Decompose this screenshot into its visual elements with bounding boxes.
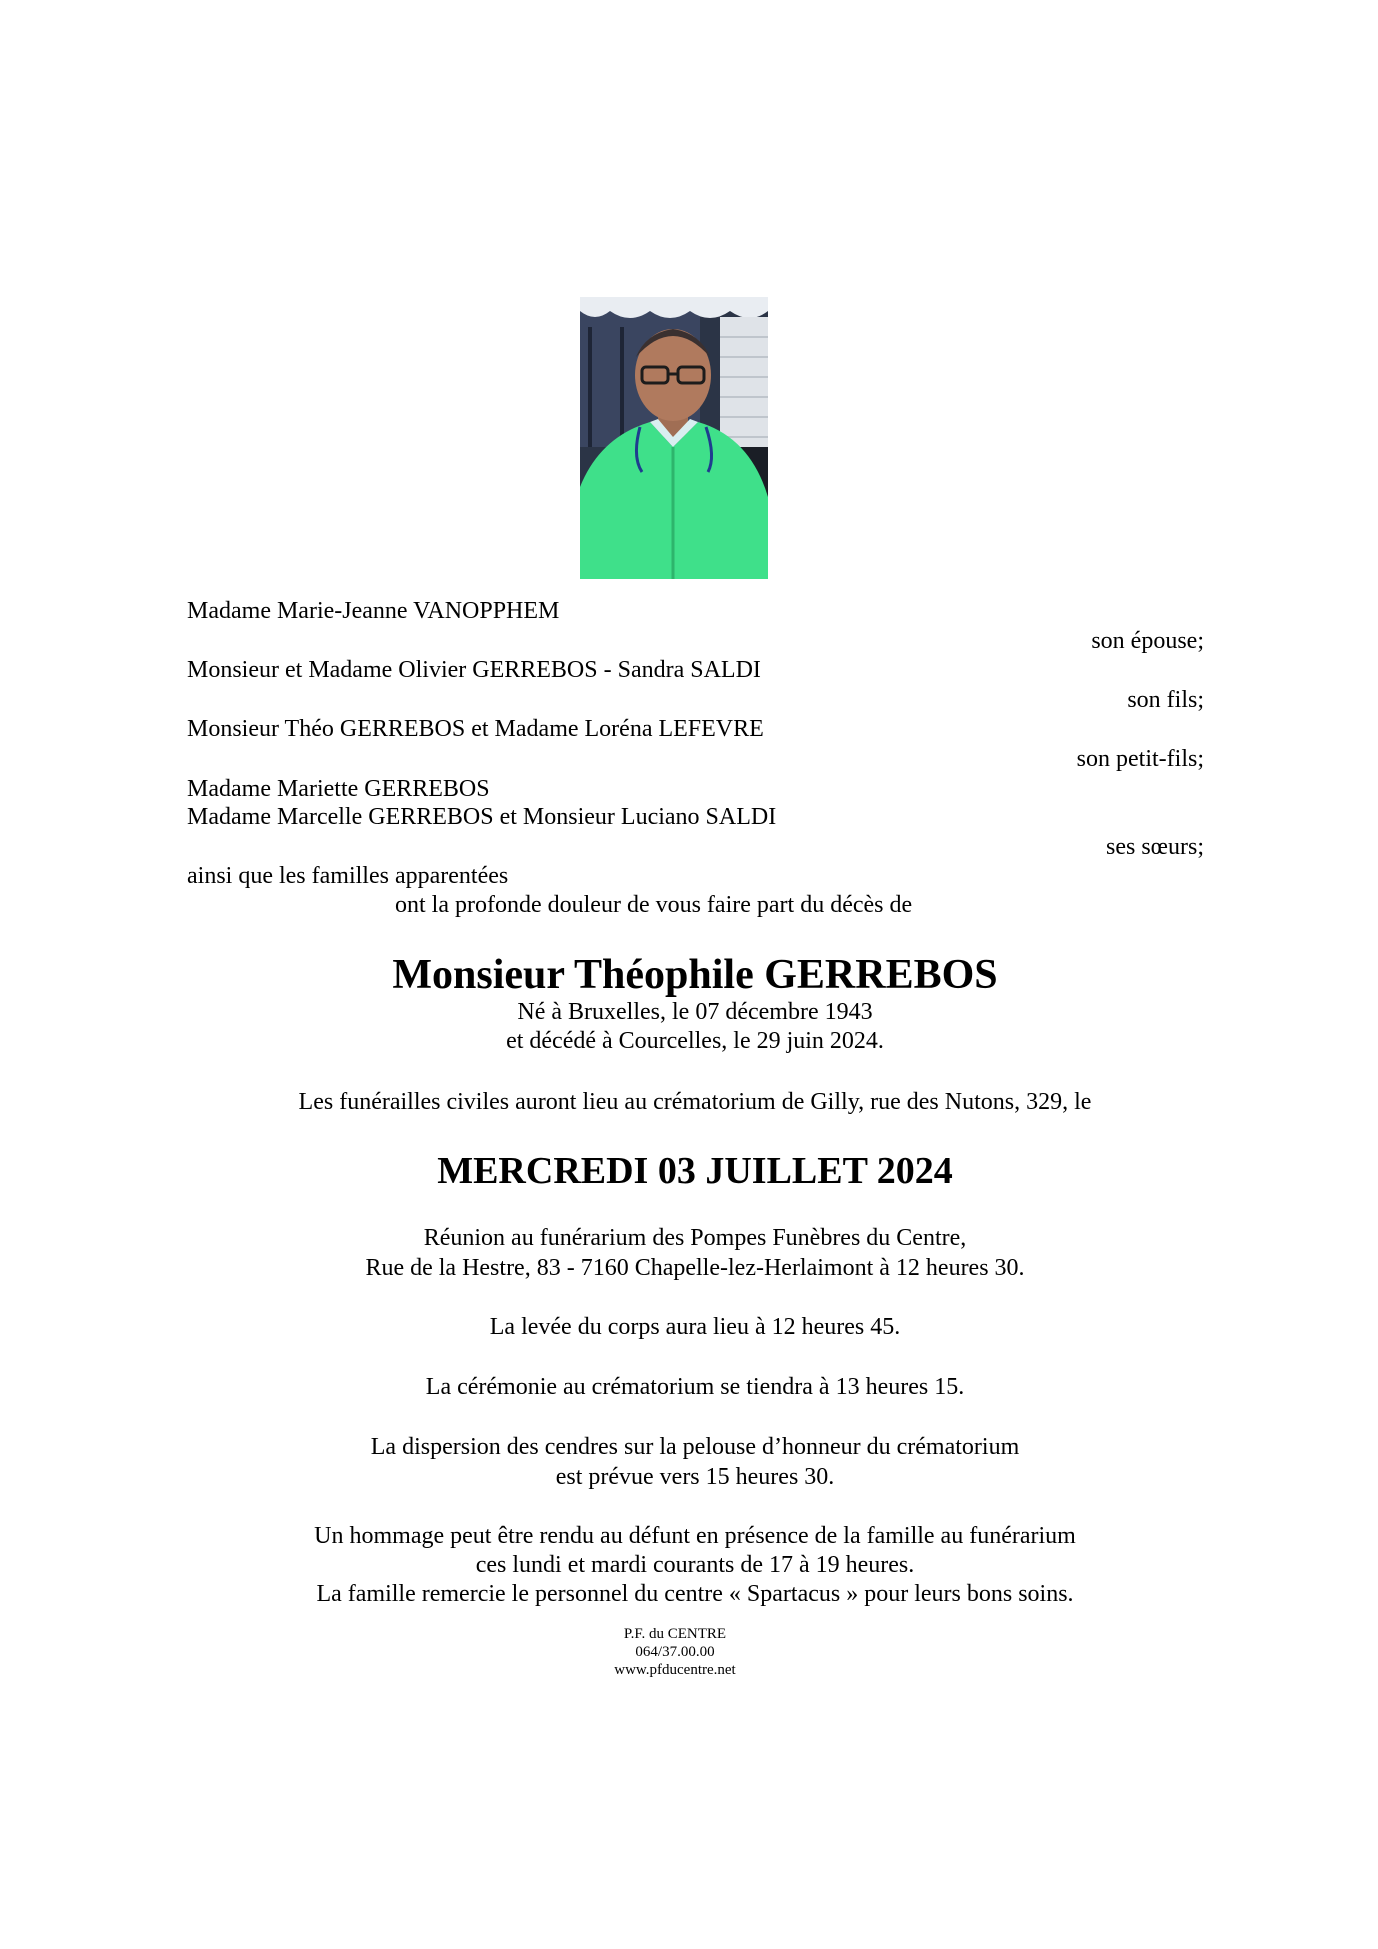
relation-wife: son épouse; [1091,628,1204,654]
meeting-line-1: Réunion au funérarium des Pompes Funèbres du Centre, [423,1225,967,1251]
family-member-sister-1: Madame Mariette GERREBOS [187,776,490,802]
death-info: et décédé à Courcelles, le 29 juin 2024. [506,1028,884,1054]
family-member-son: Monsieur et Madame Olivier GERREBOS - Sandra SALDI [187,657,761,683]
ceremony-info: La cérémonie au crématorium se tiendra à 13 heures 15. [425,1374,965,1400]
related-families: ainsi que les familles apparentées [187,863,509,889]
footer-phone: 064/37.00.00 [635,1644,715,1660]
family-member-sister-2: Madame Marcelle GERREBOS et Monsieur Luciano SALDI [187,804,777,830]
deceased-name: Monsieur Théophile GERREBOS [392,952,998,998]
relation-grandson: son petit-fils; [1076,746,1204,772]
dispersion-line-2: est prévue vers 15 heures 30. [555,1464,835,1490]
birth-info: Né à Bruxelles, le 07 décembre 1943 [517,999,873,1025]
footer-website: www.pfducentre.net [614,1662,736,1678]
funeral-date: MERCREDI 03 JUILLET 2024 [437,1150,953,1192]
portrait-photo [580,297,768,579]
meeting-line-2: Rue de la Hestre, 83 - 7160 Chapelle-lez-Herlaimont à 12 heures 30. [365,1255,1025,1281]
dispersion-line-1: La dispersion des cendres sur la pelouse d’honneur du crématorium [370,1434,1020,1460]
tribute-line-1: Un hommage peut être rendu au défunt en présence de la famille au funérarium [314,1523,1076,1549]
relation-son: son fils; [1127,687,1204,713]
family-member-wife: Madame Marie-Jeanne VANOPPHEM [187,598,560,624]
funeral-intro: Les funérailles civiles auront lieu au crématorium de Gilly, rue des Nutons, 329, le [298,1089,1092,1115]
footer-company: P.F. du CENTRE [623,1626,727,1642]
relation-sisters: ses sœurs; [1105,834,1204,860]
family-member-grandson: Monsieur Théo GERREBOS et Madame Loréna LEFEVRE [187,716,764,742]
announcement-text: ont la profonde douleur de vous faire part du décès de [395,892,913,918]
thanks-line: La famille remercie le personnel du centre « Spartacus » pour leurs bons soins. [316,1581,1074,1607]
levee-info: La levée du corps aura lieu à 12 heures 45. [489,1314,901,1340]
tribute-line-2: ces lundi et mardi courants de 17 à 19 heures. [475,1552,915,1578]
